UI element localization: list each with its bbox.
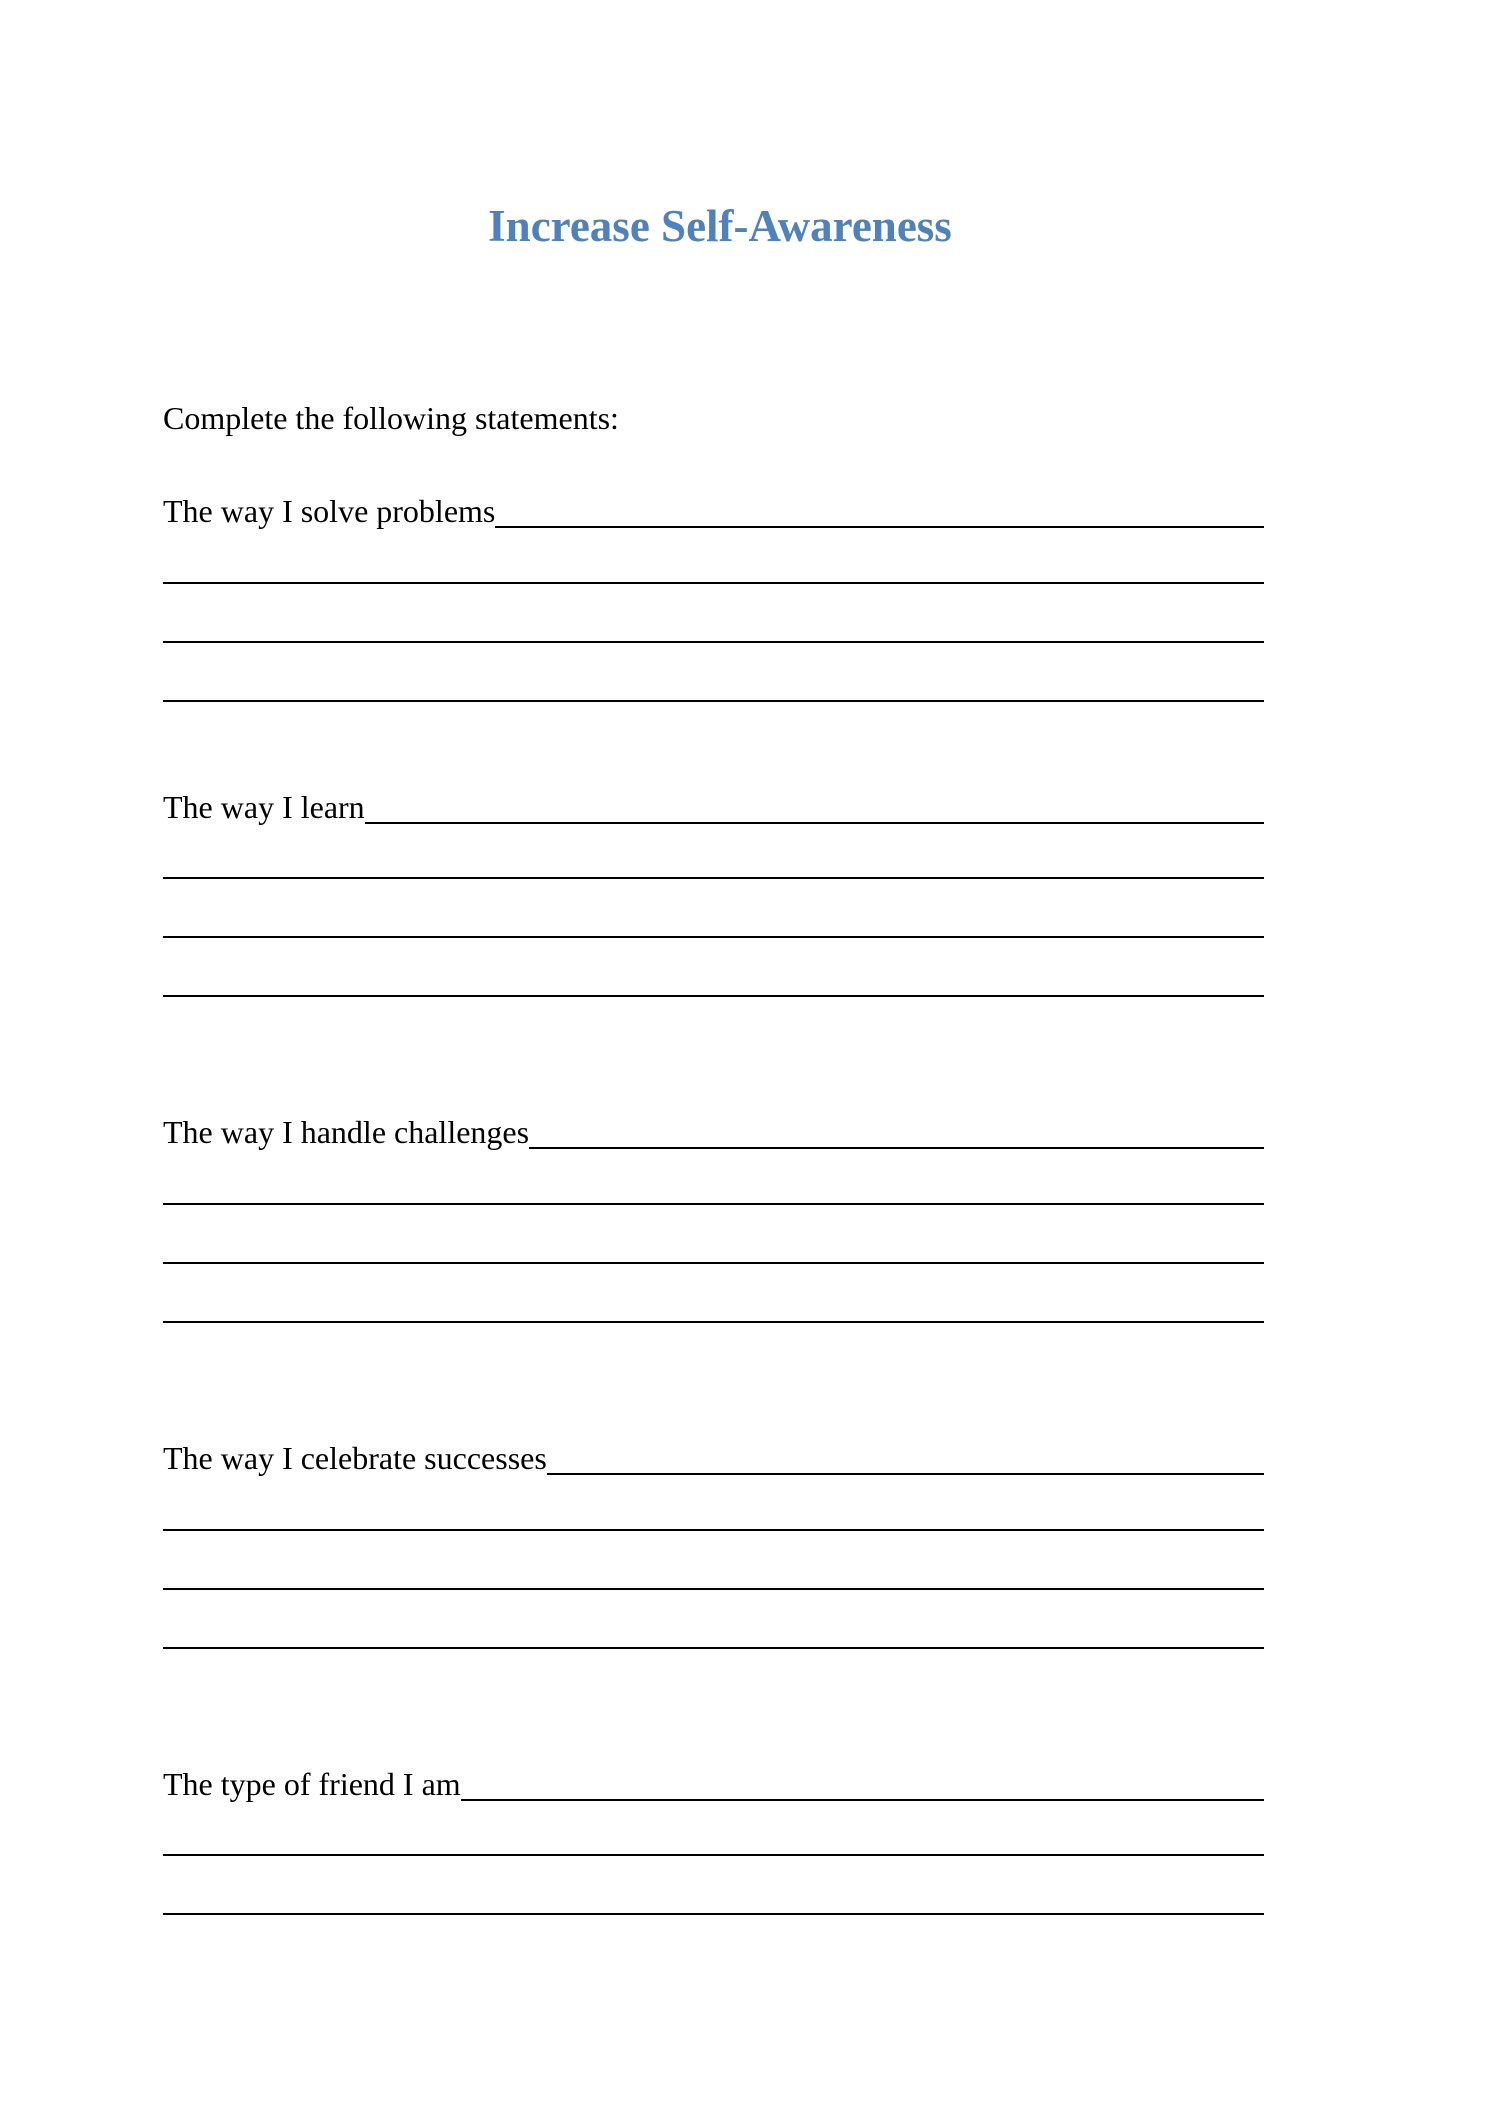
answer-line[interactable]: [163, 1262, 1264, 1264]
answer-line[interactable]: [163, 582, 1264, 584]
prompt-challenges[interactable]: [163, 1108, 1264, 1152]
answer-line[interactable]: [163, 877, 1264, 879]
answer-line[interactable]: [529, 1113, 1264, 1149]
answer-line[interactable]: [163, 1529, 1264, 1531]
instructions: Complete the following statements:: [163, 400, 619, 436]
prompt-label: The way I solve problems: [163, 493, 496, 529]
prompt-friend[interactable]: [163, 1760, 1264, 1804]
answer-line[interactable]: [547, 1439, 1264, 1475]
prompt-problems[interactable]: [163, 487, 1264, 531]
page-title: Increase Self-Awareness: [488, 201, 952, 251]
answer-line[interactable]: [163, 1203, 1264, 1205]
answer-line[interactable]: [163, 1588, 1264, 1590]
answer-line[interactable]: [365, 788, 1264, 824]
answer-line[interactable]: [163, 1647, 1264, 1649]
answer-line[interactable]: [163, 1321, 1264, 1323]
answer-line[interactable]: [495, 492, 1264, 528]
prompt-label: The type of friend I am: [163, 1766, 461, 1802]
answer-line[interactable]: [461, 1765, 1264, 1801]
answer-line[interactable]: [163, 1913, 1264, 1915]
prompt-label: The way I celebrate successes: [163, 1440, 547, 1476]
prompt-label: The way I learn: [163, 789, 365, 825]
answer-line[interactable]: [163, 641, 1264, 643]
prompt-label: The way I handle challenges: [163, 1114, 530, 1150]
answer-line[interactable]: [163, 1854, 1264, 1856]
answer-line[interactable]: [163, 995, 1264, 997]
answer-line[interactable]: [163, 700, 1264, 702]
prompt-learn[interactable]: [163, 783, 1264, 827]
prompt-successes[interactable]: [163, 1434, 1264, 1478]
answer-line[interactable]: [163, 936, 1264, 938]
